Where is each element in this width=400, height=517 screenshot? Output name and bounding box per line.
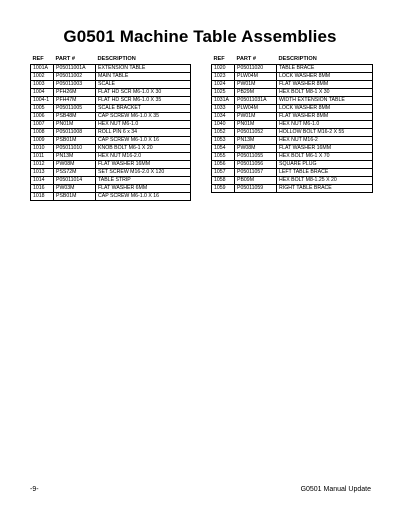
ref-cell: 1002 <box>31 73 54 81</box>
part-number-cell: P05011008 <box>54 129 96 137</box>
part-number-cell: P05011031A <box>235 97 277 105</box>
part-number-cell: P05011052 <box>235 129 277 137</box>
document-name: G0501 Manual Update <box>300 486 371 493</box>
ref-cell: 1016 <box>31 185 54 193</box>
description-cell: HEX NUT M6-1.0 <box>277 121 373 129</box>
description-cell: LEFT TABLE BRACE <box>277 169 373 177</box>
part-number-cell: P05011056 <box>235 161 277 169</box>
page-title: G0501 Machine Table Assemblies <box>63 27 337 46</box>
description-cell: SCALE <box>96 81 191 89</box>
ref-cell: 1004 <box>31 89 54 97</box>
part-number-cell: PSB48M <box>54 113 96 121</box>
description-cell: ROLL PIN 6 x 34 <box>96 129 191 137</box>
ref-cell: 1006 <box>31 113 54 121</box>
ref-cell: 1011 <box>31 153 54 161</box>
header-part-number: PART # <box>236 55 256 62</box>
part-number-cell: P05011020 <box>235 65 277 73</box>
table-row <box>212 121 373 129</box>
header-description: DESCRIPTION <box>97 55 136 62</box>
part-number-cell: PW08M <box>235 145 277 153</box>
part-number-cell: P05011014 <box>54 177 96 185</box>
table-row <box>31 153 191 161</box>
description-cell: HOLLOW BOLT M16-2 X 55 <box>277 129 373 137</box>
part-number-cell: PB29M <box>235 89 277 97</box>
ref-cell: 1001A <box>31 65 54 73</box>
description-cell: HEX BOLT M6-1 X 70 <box>277 153 373 161</box>
page-number: -9- <box>30 486 39 493</box>
table-row <box>31 105 191 113</box>
table-row <box>212 153 373 161</box>
ref-cell: 1018 <box>31 193 54 201</box>
table-row <box>212 81 373 89</box>
ref-cell: 1025 <box>212 89 235 97</box>
ref-cell: 1014 <box>31 177 54 185</box>
ref-cell: 1007 <box>31 121 54 129</box>
table-header-row <box>31 55 191 65</box>
description-cell: SET SCREW M16-2.0 X 120 <box>96 169 191 177</box>
part-number-cell: PSS72M <box>54 169 96 177</box>
description-cell: FLAT WASHER 8MM <box>277 113 373 121</box>
table-row <box>31 81 191 89</box>
part-number-cell: PFH26M <box>54 89 96 97</box>
ref-cell: 1056 <box>212 161 235 169</box>
part-number-cell: PFH47M <box>54 97 96 105</box>
table-row <box>31 129 191 137</box>
part-number-cell: PN13M <box>54 153 96 161</box>
part-number-cell: PSB01M <box>54 137 96 145</box>
ref-cell: 1040 <box>212 121 235 129</box>
table-row <box>212 105 373 113</box>
ref-cell: 1008 <box>31 129 54 137</box>
ref-cell: 1004-1 <box>31 97 54 105</box>
part-number-cell: PN13M <box>235 137 277 145</box>
description-cell: CAP SCREW M6-1.0 X 35 <box>96 113 191 121</box>
table-row <box>212 145 373 153</box>
ref-cell: 1005 <box>31 105 54 113</box>
ref-cell: 1055 <box>212 153 235 161</box>
description-cell: TABLE BRACE <box>277 65 373 73</box>
table-row <box>31 177 191 185</box>
table-row <box>31 145 191 153</box>
part-number-cell: P05011005 <box>54 105 96 113</box>
ref-cell: 1054 <box>212 145 235 153</box>
part-number-cell: P05011010 <box>54 145 96 153</box>
ref-cell: 1012 <box>31 161 54 169</box>
part-number-cell: PLW04M <box>235 105 277 113</box>
part-number-cell: PW01M <box>235 113 277 121</box>
description-cell: HEX NUT M6-1.0 <box>96 121 191 129</box>
table-row <box>31 169 191 177</box>
description-cell: FLAT HD SCR M6-1.0 X 35 <box>96 97 191 105</box>
ref-cell: 1053 <box>212 137 235 145</box>
description-cell: WIDTH EXTENSION TABLE <box>277 97 373 105</box>
ref-cell: 1023 <box>212 73 235 81</box>
table-row <box>31 113 191 121</box>
table-row <box>31 121 191 129</box>
part-number-cell: P05011001A <box>54 65 96 73</box>
part-number-cell: P05011055 <box>235 153 277 161</box>
part-number-cell: PW03M <box>54 185 96 193</box>
part-number-cell: P05011059 <box>235 185 277 193</box>
description-cell: SQUARE PLUG <box>277 161 373 169</box>
parts-table-right-body <box>212 65 373 193</box>
header-description: DESCRIPTION <box>278 55 317 62</box>
description-cell: HEX BOLT M8-1.25 X 20 <box>277 177 373 185</box>
table-header-row <box>212 55 373 65</box>
table-row <box>31 137 191 145</box>
table-row <box>212 137 373 145</box>
description-cell: LOCK WASHER 8MM <box>277 73 373 81</box>
table-row <box>212 161 373 169</box>
description-cell: RIGHT TABLE BRACE <box>277 185 373 193</box>
table-row <box>212 169 373 177</box>
table-row <box>212 89 373 97</box>
header-part-number: PART # <box>55 55 75 62</box>
description-cell: FLAT WASHER 6MM <box>96 185 191 193</box>
description-cell: HEX NUT M16-2 <box>277 137 373 145</box>
table-row <box>31 97 191 105</box>
header-ref: REF <box>213 55 225 62</box>
ref-cell: 1020 <box>212 65 235 73</box>
part-number-cell: PW08M <box>54 161 96 169</box>
description-cell: CAP SCREW M6-1.0 X 16 <box>96 137 191 145</box>
table-row <box>212 73 373 81</box>
table-row <box>212 65 373 73</box>
table-row <box>31 161 191 169</box>
part-number-cell: PN01M <box>235 121 277 129</box>
ref-cell: 1010 <box>31 145 54 153</box>
description-cell: MAIN TABLE <box>96 73 191 81</box>
description-cell: CAP SCREW M6-1.0 X 16 <box>96 193 191 201</box>
ref-cell: 1034 <box>212 113 235 121</box>
description-cell: KNOB BOLT M6-1 X 20 <box>96 145 191 153</box>
ref-cell: 1003 <box>31 81 54 89</box>
parts-table-left <box>30 55 191 201</box>
table-row <box>31 73 191 81</box>
part-number-cell: PB09M <box>235 177 277 185</box>
description-cell: SCALE BRACKET <box>96 105 191 113</box>
parts-table-left-body <box>31 65 191 201</box>
description-cell: FLAT WASHER 8MM <box>277 81 373 89</box>
ref-cell: 1052 <box>212 129 235 137</box>
part-number-cell: PN01M <box>54 121 96 129</box>
table-row <box>31 185 191 193</box>
parts-table-right <box>211 55 373 193</box>
ref-cell: 1057 <box>212 169 235 177</box>
description-cell: FLAT HD SCR M6-1.0 X 30 <box>96 89 191 97</box>
header-ref: REF <box>32 55 44 62</box>
ref-cell: 1031A <box>212 97 235 105</box>
ref-cell: 1024 <box>212 81 235 89</box>
part-number-cell: P05011057 <box>235 169 277 177</box>
table-row <box>212 129 373 137</box>
part-number-cell: PLW04M <box>235 73 277 81</box>
part-number-cell: P05011003 <box>54 81 96 89</box>
description-cell: EXTENSION TABLE <box>96 65 191 73</box>
description-cell: TABLE STRIP <box>96 177 191 185</box>
table-row <box>31 89 191 97</box>
description-cell: HEX NUT M16-2.0 <box>96 153 191 161</box>
part-number-cell: P05011002 <box>54 73 96 81</box>
ref-cell: 1009 <box>31 137 54 145</box>
ref-cell: 1059 <box>212 185 235 193</box>
table-row <box>212 185 373 193</box>
part-number-cell: PSB01M <box>54 193 96 201</box>
description-cell: FLAT WASHER 16MM <box>96 161 191 169</box>
ref-cell: 1033 <box>212 105 235 113</box>
ref-cell: 1058 <box>212 177 235 185</box>
table-row <box>212 177 373 185</box>
description-cell: HEX BOLT M8-1 X 30 <box>277 89 373 97</box>
table-row <box>212 97 373 105</box>
table-row <box>31 65 191 73</box>
description-cell: LOCK WASHER 8MM <box>277 105 373 113</box>
table-row <box>31 193 191 201</box>
description-cell: FLAT WASHER 16MM <box>277 145 373 153</box>
ref-cell: 1013 <box>31 169 54 177</box>
table-row <box>212 113 373 121</box>
part-number-cell: PW01M <box>235 81 277 89</box>
